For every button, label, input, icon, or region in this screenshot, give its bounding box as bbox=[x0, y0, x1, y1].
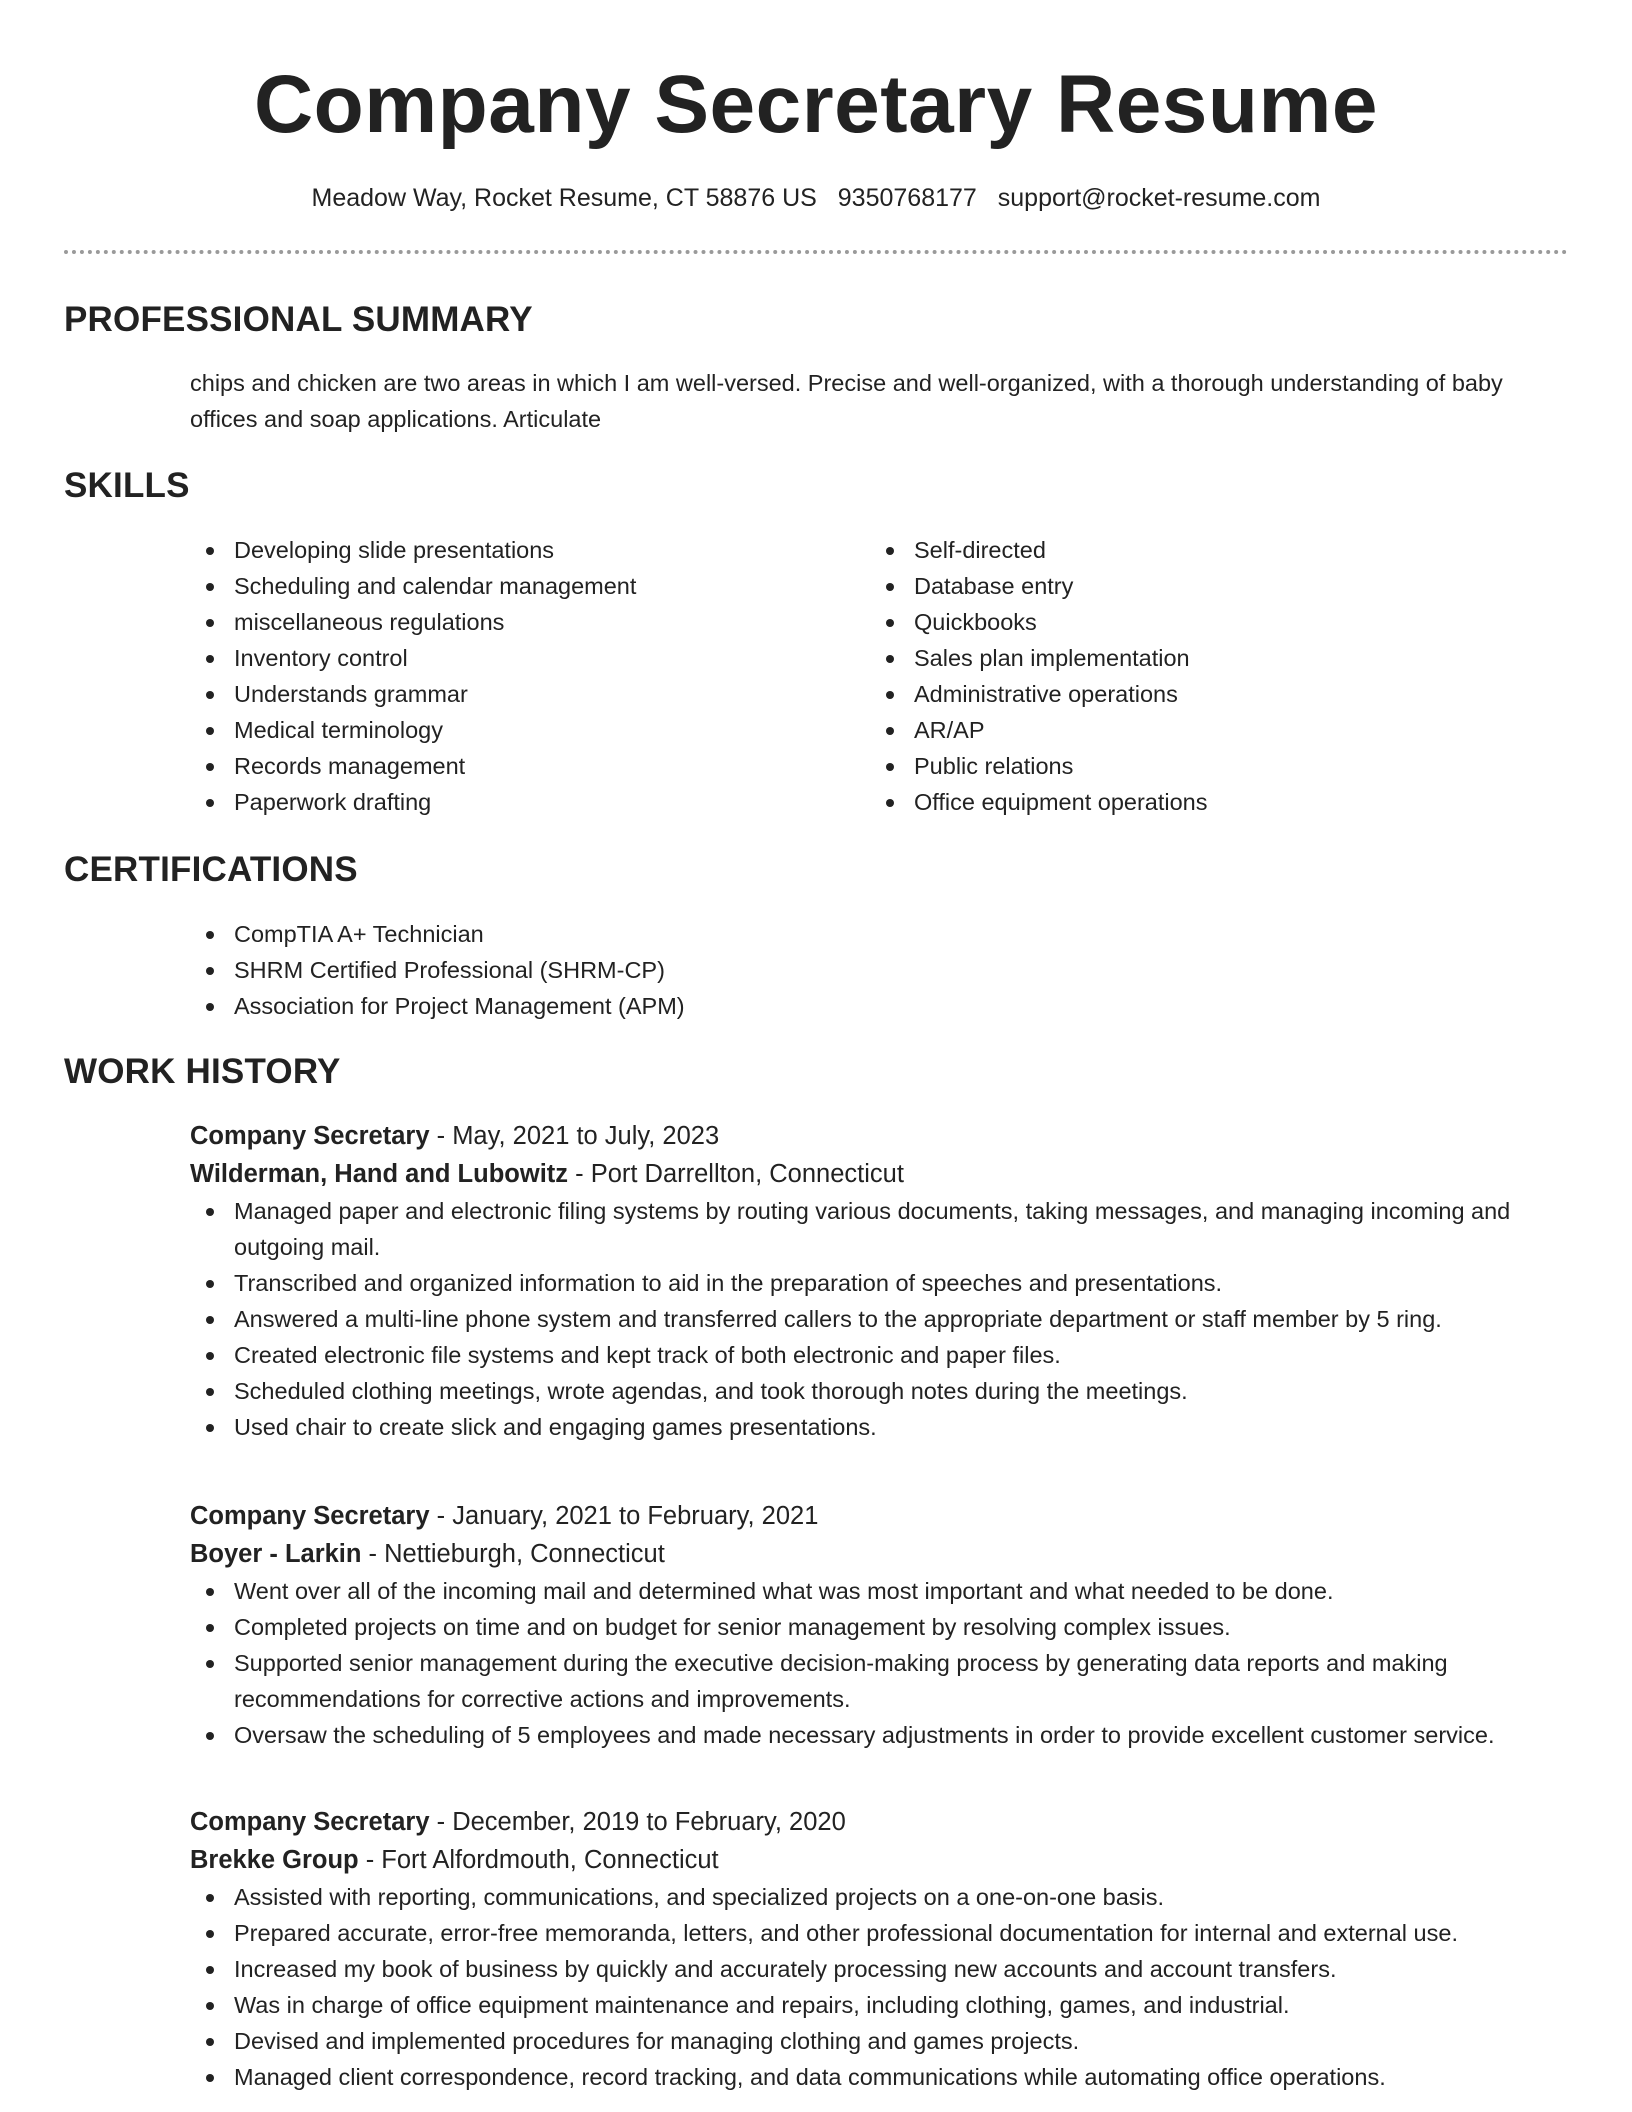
skill-item: Quickbooks bbox=[870, 604, 1530, 640]
job-bullet: Completed projects on time and on budget for senior management by resolving complex issues. bbox=[190, 1609, 1570, 1645]
job-location: - Port Darrellton, Connecticut bbox=[568, 1160, 904, 1188]
job-title-line bbox=[190, 1497, 1570, 1535]
job-bullet: Devised and implemented procedures for managing clothing and games projects. bbox=[190, 2023, 1570, 2059]
job-bullet: Answered a multi-line phone system and transferred callers to the appropriate department or staff member by 5 ring. bbox=[190, 1301, 1570, 1337]
job-bullet: Assisted with reporting, communications, and specialized projects on a one-on-one basis. bbox=[190, 1879, 1570, 1915]
skill-item: miscellaneous regulations bbox=[190, 604, 850, 640]
job-entry bbox=[190, 1803, 1570, 2095]
job-bullet: Oversaw the scheduling of 5 employees and made necessary adjustments in order to provide excellent customer service. bbox=[190, 1717, 1570, 1753]
skill-item: Administrative operations bbox=[870, 676, 1530, 712]
job-company: Brekke Group bbox=[190, 1846, 359, 1874]
skills-heading: SKILLS bbox=[64, 466, 190, 505]
skill-item: Scheduling and calendar management bbox=[190, 568, 850, 604]
job-company-line bbox=[190, 1155, 1570, 1193]
job-company: Wilderman, Hand and Lubowitz bbox=[190, 1160, 569, 1188]
job-bullet: Scheduled clothing meetings, wrote agendas, and took thorough notes during the meetings. bbox=[190, 1373, 1570, 1409]
job-bullet: Created electronic file systems and kept track of both electronic and paper files. bbox=[190, 1337, 1570, 1373]
work-history-heading: WORK HISTORY bbox=[64, 1052, 341, 1091]
job-entry bbox=[190, 1497, 1570, 1753]
header-divider bbox=[64, 250, 1568, 254]
job-bullet: Prepared accurate, error-free memoranda, letters, and other professional documentation for internal and external use. bbox=[190, 1915, 1570, 1951]
job-bullet: Managed client correspondence, record tracking, and data communications while automating office operations. bbox=[190, 2059, 1570, 2095]
job-location: - Fort Alfordmouth, Connecticut bbox=[358, 1846, 719, 1874]
job-title-line bbox=[190, 1117, 1570, 1155]
job-bullet: Managed paper and electronic filing systems by routing various documents, taking messages, and managing incoming and outgoing mail. bbox=[190, 1193, 1570, 1265]
job-dates: - January, 2021 to February, 2021 bbox=[429, 1502, 819, 1530]
certification-item: Association for Project Management (APM) bbox=[190, 988, 1530, 1024]
skill-item: Office equipment operations bbox=[870, 784, 1530, 820]
skill-item: Paperwork drafting bbox=[190, 784, 850, 820]
skill-item: Inventory control bbox=[190, 640, 850, 676]
job-company-line bbox=[190, 1841, 1570, 1879]
skill-item: Understands grammar bbox=[190, 676, 850, 712]
job-entry bbox=[190, 1117, 1570, 1445]
job-dates: - May, 2021 to July, 2023 bbox=[429, 1122, 720, 1150]
job-bullet-list bbox=[190, 1573, 1570, 1753]
job-bullet: Went over all of the incoming mail and determined what was most important and what needed to be done. bbox=[190, 1573, 1570, 1609]
certifications-list bbox=[190, 916, 1530, 1024]
contact-address: Meadow Way, Rocket Resume, CT 58876 US bbox=[311, 184, 817, 212]
skill-item: Medical terminology bbox=[190, 712, 850, 748]
job-bullet-list bbox=[190, 1193, 1570, 1445]
certification-item: CompTIA A+ Technician bbox=[190, 916, 1530, 952]
job-bullet: Transcribed and organized information to aid in the preparation of speeches and presentations. bbox=[190, 1265, 1570, 1301]
job-role: Company Secretary bbox=[190, 1122, 430, 1150]
skill-item: Public relations bbox=[870, 748, 1530, 784]
skill-item: Developing slide presentations bbox=[190, 532, 850, 568]
resume-name: Company Secretary Resume bbox=[253, 59, 1379, 150]
summary-heading: PROFESSIONAL SUMMARY bbox=[64, 300, 533, 339]
summary-text: chips and chicken are two areas in which I am well-versed. Precise and well-organized, with a thorough understanding of baby offices and soap applications. Articulate bbox=[190, 370, 1503, 432]
job-bullet: Supported senior management during the executive decision-making process by generating data reports and making recommendations for corrective actions and improvements. bbox=[190, 1645, 1570, 1717]
skill-item: Database entry bbox=[870, 568, 1530, 604]
job-bullet: Was in charge of office equipment maintenance and repairs, including clothing, games, and industrial. bbox=[190, 1987, 1570, 2023]
skill-item: Sales plan implementation bbox=[870, 640, 1530, 676]
job-dates: - December, 2019 to February, 2020 bbox=[429, 1808, 846, 1836]
job-company: Boyer - Larkin bbox=[190, 1540, 362, 1568]
job-role: Company Secretary bbox=[190, 1502, 430, 1530]
skill-item: Records management bbox=[190, 748, 850, 784]
job-role: Company Secretary bbox=[190, 1808, 430, 1836]
contact-line bbox=[0, 180, 1632, 216]
skill-item: AR/AP bbox=[870, 712, 1530, 748]
job-bullet-list bbox=[190, 1879, 1570, 2095]
job-company-line bbox=[190, 1535, 1570, 1573]
job-title-line bbox=[190, 1803, 1570, 1841]
job-location: - Nettieburgh, Connecticut bbox=[361, 1540, 665, 1568]
certifications-heading: CERTIFICATIONS bbox=[64, 850, 358, 889]
certification-item: SHRM Certified Professional (SHRM-CP) bbox=[190, 952, 1530, 988]
skills-list-right bbox=[870, 532, 1530, 820]
skills-list-left bbox=[190, 532, 850, 820]
job-bullet: Used chair to create slick and engaging games presentations. bbox=[190, 1409, 1570, 1445]
contact-phone[interactable]: 9350768177 bbox=[837, 184, 977, 212]
contact-email[interactable]: support@rocket-resume.com bbox=[997, 184, 1321, 212]
job-bullet: Increased my book of business by quickly and accurately processing new accounts and account transfers. bbox=[190, 1951, 1570, 1987]
skill-item: Self-directed bbox=[870, 532, 1530, 568]
